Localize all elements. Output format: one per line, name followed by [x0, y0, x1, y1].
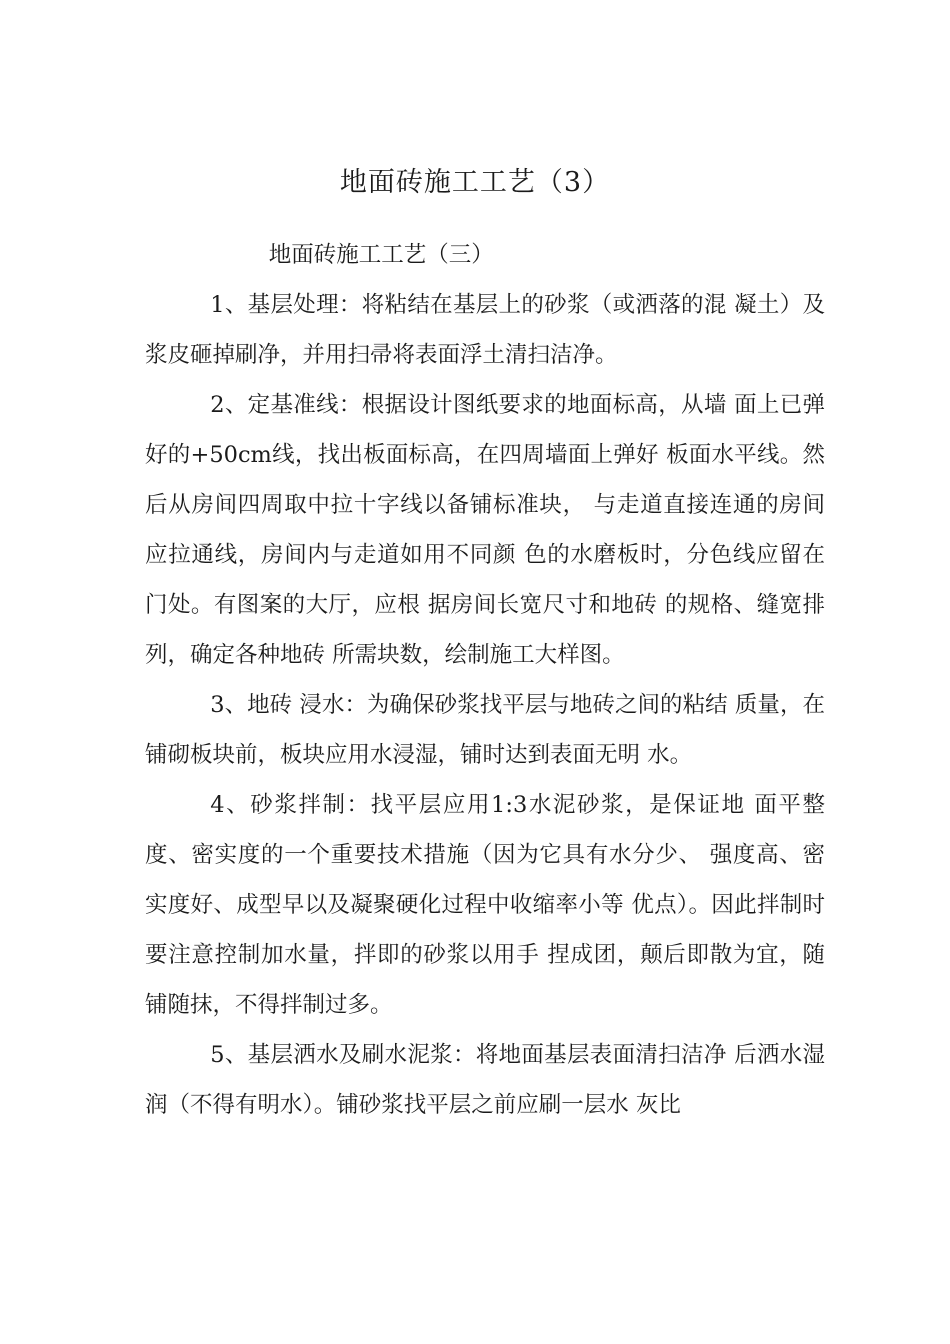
- paragraph-datum-line: 2、定基准线：根据设计图纸要求的地面标高，从墙 面上已弹好的+50cm线，找出板面标高，在四周墙面上弹好 板面水平线。然后从房间四周取中拉十字线以备铺标准块， 与走道直接连通的房间应拉通线，房间内与走道如用不同颜 色的水磨板时，分色线应留在门处。有图案的大厅，应根 据房间长宽尺寸和地砖 的规格、缝宽排列，确定各种地砖 所需块数，绘制施工大样图。: [145, 392, 825, 668]
- paragraph-base-watering: 5、基层洒水及刷水泥浆：将地面基层表面清扫洁净 后洒水湿润（不得有明水）。铺砂浆找平层之前应刷一层水 灰比: [145, 1042, 825, 1118]
- paragraph-base-treatment: 1、基层处理：将粘结在基层上的砂浆（或洒落的混 凝土）及浆皮砸掉刷净，并用扫帚将表面浮土清扫洁净。: [145, 292, 825, 368]
- document-body: [145, 230, 825, 1130]
- document-title: 地面砖施工工艺（3）: [339, 167, 611, 198]
- paragraph-tile-soaking: 3、地砖 浸水：为确保砂浆找平层与地砖之间的粘结 质量，在铺砌板块前，板块应用水浸湿，铺时达到表面无明 水。: [145, 692, 825, 768]
- document-subtitle: 地面砖施工工艺（三）: [268, 242, 494, 268]
- paragraph-mortar-mixing: 4、砂浆拌制：找平层应用1:3水泥砂浆，是保证地 面平整度、密实度的一个重要技术措施（因为它具有水分少、 强度高、密实度好、成型早以及凝聚硬化过程中收缩率小等 优点）。因此拌制时要注意控制加水量，拌即的砂浆以用手 捏成团，颠后即散为宜，随铺随抹，不得拌制过多。: [145, 792, 825, 1018]
